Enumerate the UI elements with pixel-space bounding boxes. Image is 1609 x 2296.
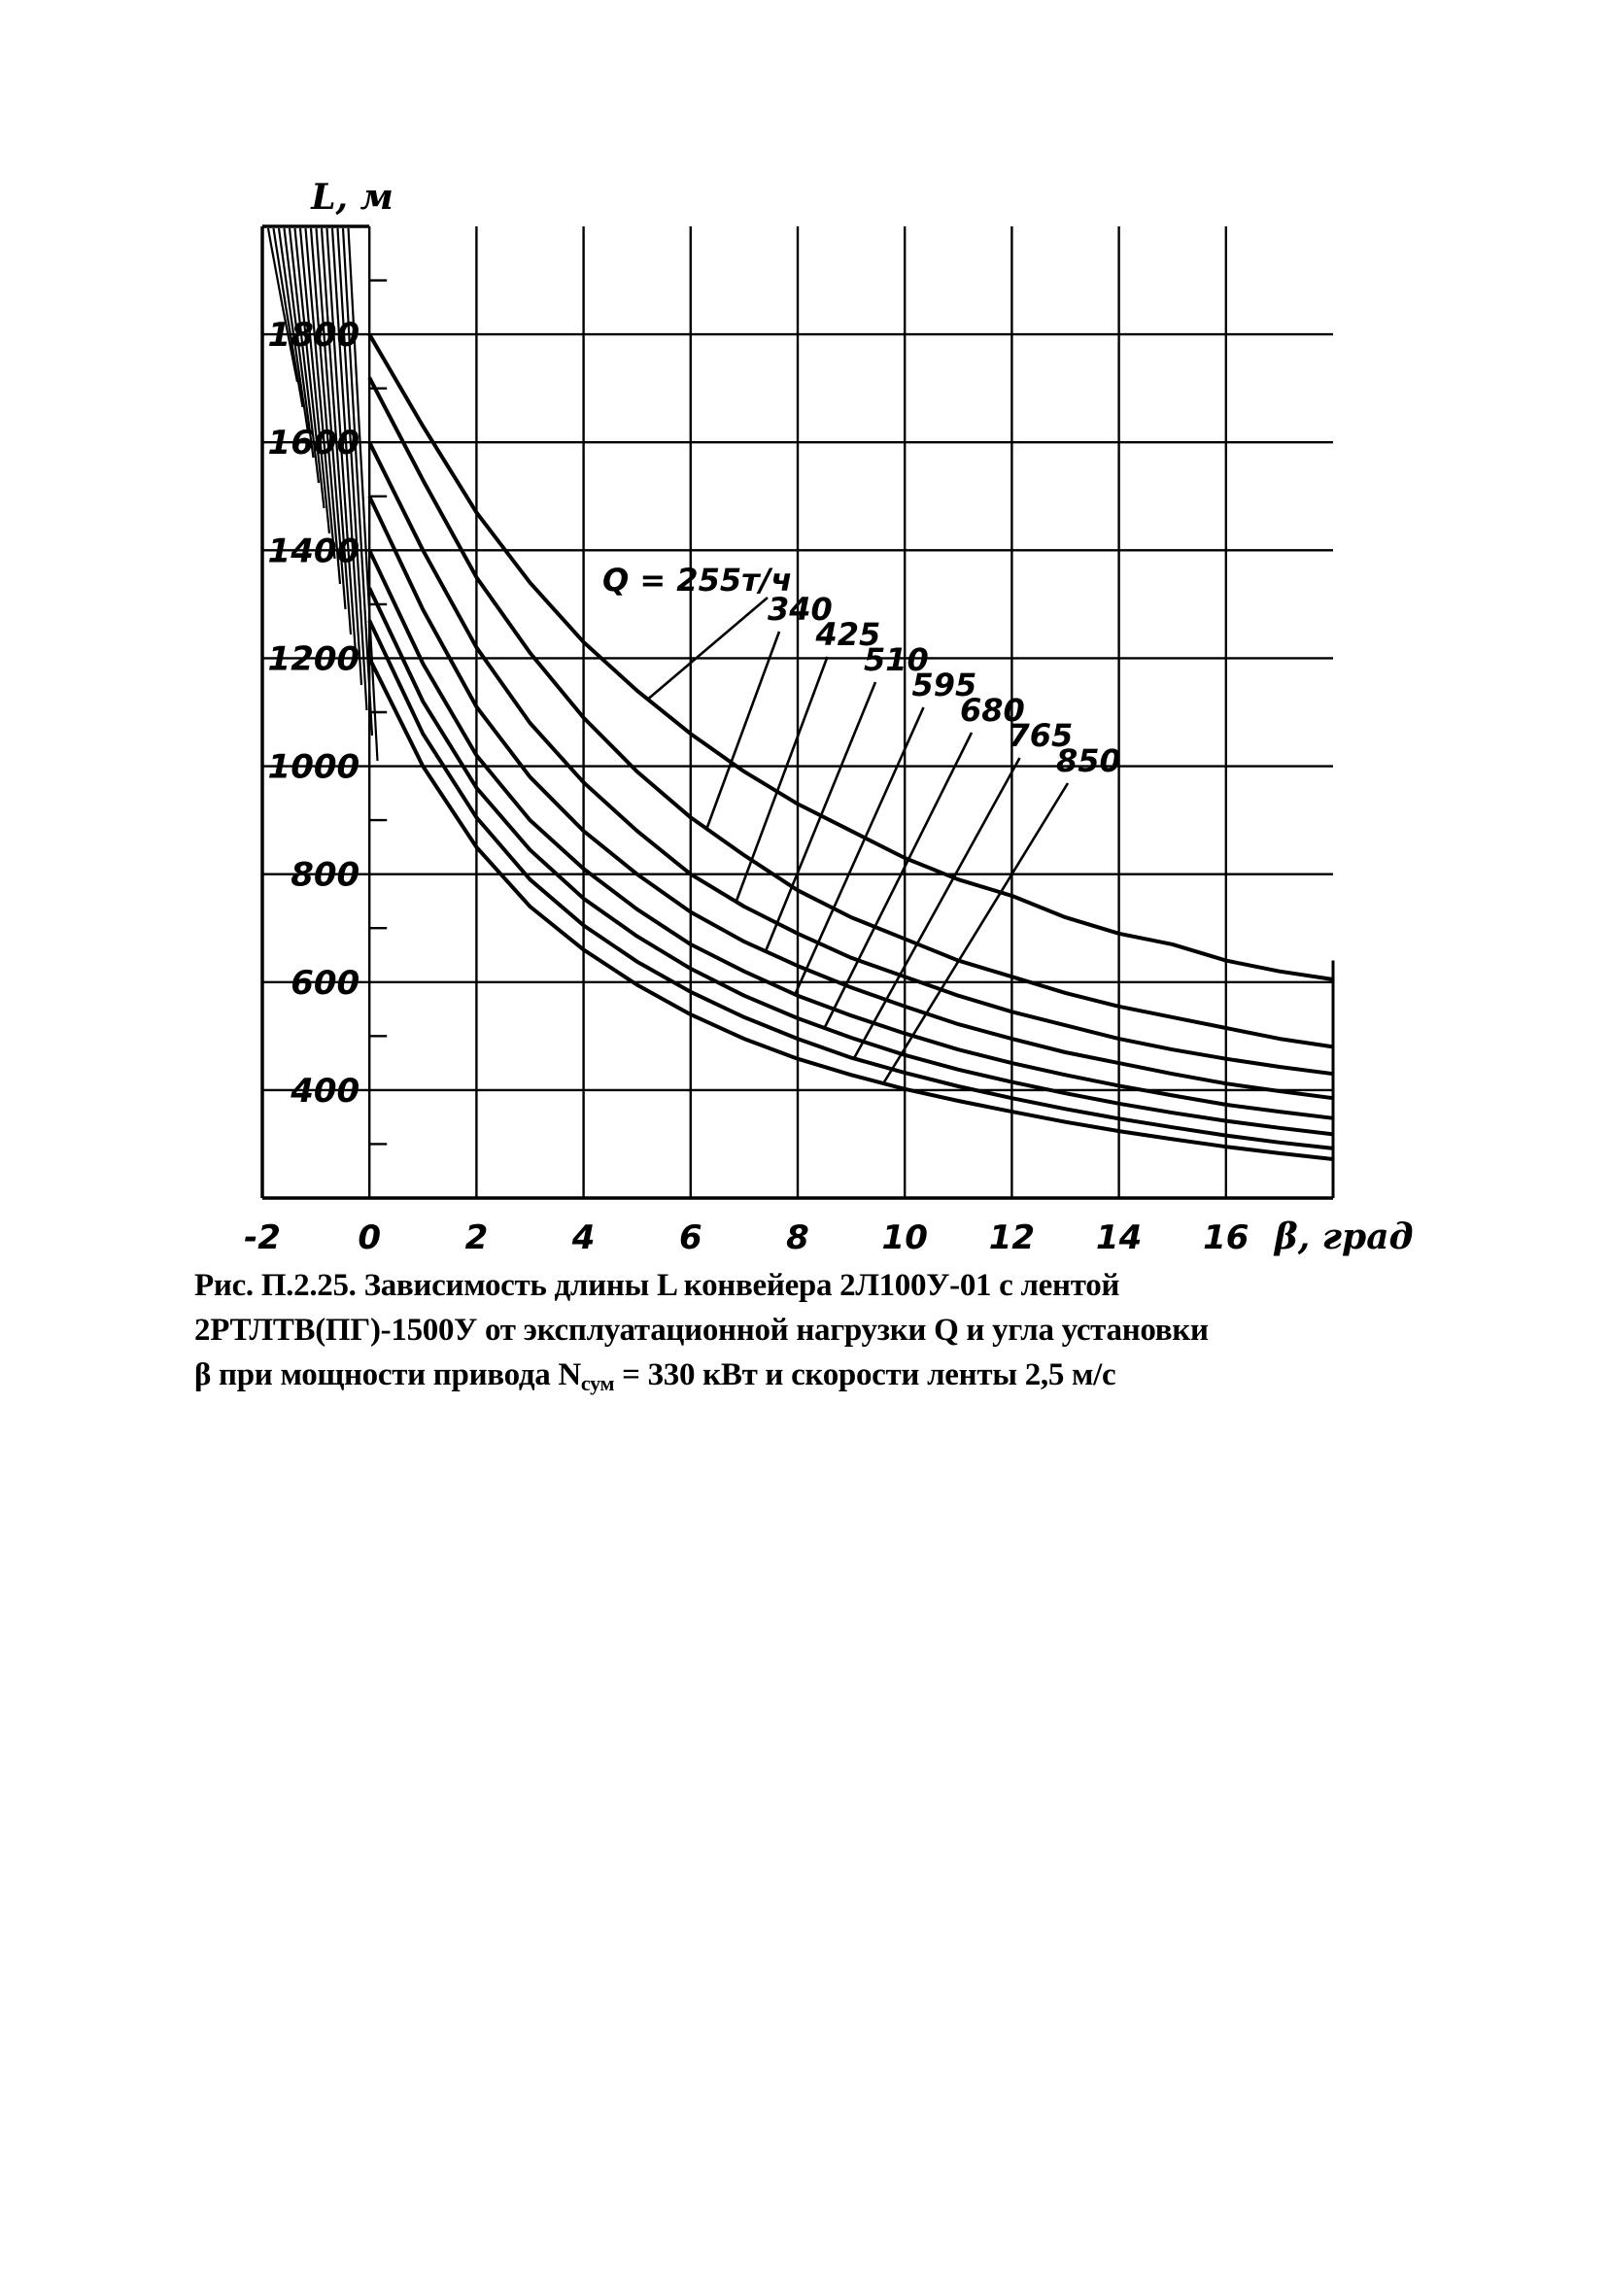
y-tick-label-3: 1000 xyxy=(267,747,360,787)
x-tick-label-2: 2 xyxy=(464,1218,489,1257)
caption-subscript: сум xyxy=(580,1371,615,1395)
leader-line-340 xyxy=(706,632,779,829)
series-label-765: 765 xyxy=(1008,717,1074,754)
caption-line-3 xyxy=(194,1353,1419,1406)
series-line-340 xyxy=(369,378,1333,1047)
caption-line-2: 2РТЛТВ(ПГ)-1500У от эксплуатационной нагрузки Q и угла установки xyxy=(194,1313,1209,1348)
series-line-850 xyxy=(369,658,1333,1159)
series-label-510: 510 xyxy=(864,641,929,678)
x-tick-label-5: 8 xyxy=(786,1218,809,1257)
leader-line-510 xyxy=(766,682,875,951)
y-tick-label-5: 1400 xyxy=(267,531,360,571)
series-line-255 xyxy=(369,334,1333,979)
x-tick-label-9: 16 xyxy=(1203,1218,1250,1257)
series-label-425: 425 xyxy=(815,616,881,653)
figure-caption xyxy=(194,1263,1419,1406)
x-tick-label-6: 10 xyxy=(881,1218,928,1257)
y-tick-label-2: 800 xyxy=(291,855,360,895)
y-tick-label-1: 600 xyxy=(291,963,360,1003)
leader-line-850 xyxy=(883,783,1068,1083)
grid xyxy=(262,226,1333,1198)
series-label-255: Q = 255т/ч xyxy=(602,562,793,599)
y-tick-label-6: 1600 xyxy=(267,424,360,463)
labels xyxy=(244,177,1413,1257)
x-tick-label-0: -2 xyxy=(244,1218,281,1257)
x-tick-label-4: 6 xyxy=(678,1218,702,1257)
y-axis-title: L, м xyxy=(311,177,394,218)
caption-line-1: Рис. П.2.25. Зависимость длины L конвейера 2Л100У-01 с лентой xyxy=(194,1268,1120,1303)
series-line-510 xyxy=(369,497,1333,1098)
x-tick-label-8: 14 xyxy=(1095,1218,1143,1257)
leader-line-255 xyxy=(648,598,768,700)
series-label-850: 850 xyxy=(1056,742,1121,779)
series-group xyxy=(369,334,1333,1159)
x-tick-label-3: 4 xyxy=(571,1218,596,1257)
leader-line-425 xyxy=(736,657,828,902)
y-tick-label-0: 400 xyxy=(291,1071,360,1111)
caption-line-3-end: = 330 кВт и скорости ленты 2,5 м/с xyxy=(614,1357,1116,1392)
x-axis-title: β, град xyxy=(1274,1217,1414,1257)
series-label-680: 680 xyxy=(960,692,1025,729)
series-label-340: 340 xyxy=(768,591,833,628)
y-tick-label-4: 1200 xyxy=(267,639,360,679)
y-tick-label-7: 1800 xyxy=(267,316,360,356)
series-label-595: 595 xyxy=(911,667,977,703)
x-tick-label-7: 12 xyxy=(988,1218,1036,1257)
hatch-region xyxy=(268,228,378,761)
x-tick-label-1: 0 xyxy=(358,1218,382,1257)
caption-line-3-start: β при мощности привода N xyxy=(194,1357,581,1392)
